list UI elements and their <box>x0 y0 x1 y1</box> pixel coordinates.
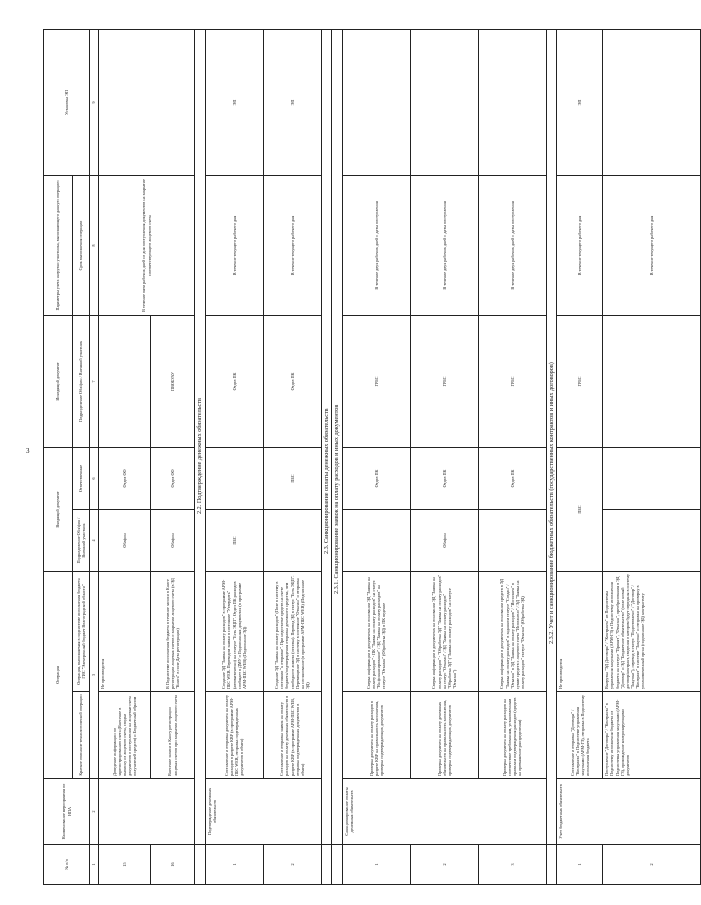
row-ep <box>342 29 410 175</box>
header-term: Срок выполнения операции <box>73 175 90 315</box>
row-ep: ЭП <box>557 29 603 175</box>
row-term: В течение двух рабочих дней с даты поступления <box>478 175 546 315</box>
row-ep: ЭП <box>205 29 263 175</box>
row-num: 1 <box>557 845 603 885</box>
header-num: № п/п <box>44 845 90 885</box>
row-term: В течение текущего рабочего дня <box>205 175 263 315</box>
row-term: В течение двух рабочих дней с даты поступления <box>342 175 410 315</box>
section-title: 2.3. Санкционирование оплаты денежных обязательств <box>321 29 332 844</box>
col-number: 1 <box>90 845 99 885</box>
header-short-desc: Краткое описание технологической операции <box>73 692 90 779</box>
header-ep: Установка ЭП <box>44 29 90 175</box>
row-op: Не производится <box>557 571 603 691</box>
header-numbers-row <box>90 29 99 884</box>
table-row <box>205 29 263 884</box>
row-in-dep <box>603 509 701 571</box>
subsection-title: 2.3.1. Санкционирование заявок на оплату расходов и иных документов <box>332 29 343 844</box>
row-in-dep <box>342 509 410 571</box>
row-resp: Отдел ОО <box>151 447 195 509</box>
row-ep <box>603 29 701 175</box>
row-op: Сверка информации в документах на основании ЭД "Заявка на оплату расходов" - "Обработка ЭД" "Заявка на оплату расходов" на статус "Отказан" / ЭД "Заявка на оплату расходов" "Обработка ЭД" ("Заявка на оплату расходов" на статусе "Отказан") <box>410 571 478 691</box>
row-out-dep: ГРБС <box>342 315 410 447</box>
row-out-dep: Отдел ПК <box>263 315 321 447</box>
section-spacer <box>546 845 557 885</box>
row-num: 2 <box>410 845 478 885</box>
row-num: 2 <box>263 845 321 885</box>
section-header-row <box>321 29 332 884</box>
subsection-title: 2.3.2. Учет и санкционирование бюджетных обязательств (государственных контрактов и иных договоров) <box>546 29 557 844</box>
col-number: 6 <box>90 447 99 509</box>
header-operation-group: Операция <box>44 571 73 778</box>
row-ep: ЭП <box>263 29 321 175</box>
row-term: В течение текущего рабочего дня <box>263 175 321 315</box>
rotated-table-container <box>43 30 655 885</box>
row-in-dep: Облфин <box>410 509 478 571</box>
row-term: В течение двух рабочих дней с даты поступления <box>410 175 478 315</box>
row-num: 2 <box>603 845 701 885</box>
section-spacer <box>195 845 206 885</box>
row-subject <box>99 779 195 845</box>
row-desc: Проверка документа на оплату расходов в разрезе КВР на правильность заполнения, проверка подтверждающих документов <box>342 692 410 779</box>
row-resp <box>603 447 701 509</box>
row-desc: Составление и отправка "Договора" / "Контракта" в Подсистеме управления закупками (АРМ-ГЗ), отправка в Подсистему исполнения бюджета <box>557 692 603 779</box>
row-desc: Проверка документа на оплату денежных обязательств на правильность заполнения, проверка подтверждающих документов <box>410 692 478 779</box>
subsection-header-row <box>546 29 557 884</box>
row-subject: Санкционирование оплаты денежных обязательств <box>342 779 546 845</box>
row-out-dep <box>603 315 701 447</box>
table-row <box>342 29 410 884</box>
row-resp: Отдел ПК <box>478 447 546 509</box>
row-resp <box>205 447 263 509</box>
section-spacer <box>321 845 332 885</box>
header-row-1 <box>44 29 73 884</box>
row-in-dep: ПБС <box>205 509 263 571</box>
row-op: В Подсистеме исполнения бюджета в течение записи в Книге регистрации лицевых счетов о закрытии лицевого счета (в ЭД "Книга" в поле Дата регистрации) <box>151 571 195 691</box>
col-number: 9 <box>90 29 99 175</box>
col-number: 4 <box>90 509 99 571</box>
row-desc: Поступление "Договора" / "Контракта" в Подсистему исполнения бюджета из Подсистемы управления закупками (АРМ-ГЗ), прохождение контролирующими документов <box>603 692 701 779</box>
row-op: Не производится <box>99 571 151 691</box>
row-op: Сверка информации в документах на основании ЭД "Заявка на оплату расходов" - ПК "Заявка на оплату расходов" на статус "На финансирование" / ЭД "Заявка на оплату расходов" на статусе "Отказан" (Обработка ЭД) в ПК ведение <box>342 571 410 691</box>
table-row <box>263 29 321 884</box>
row-op: Создание ЭД "Заявка на оплату расходов" в программе АРМ-ПБС WEB. Переводом заявки в состояние "Утвердить" (автоматически) на статусе "Есть ЭЦП". Отдел ПК расходов сообщает в ДМУ о Подписанных документах (в программе АРМ-ПБС WEB) (Подписание ЭД) <box>205 571 263 691</box>
row-resp: Отдел ПК <box>410 447 478 509</box>
row-in-dep: Облфин <box>151 509 195 571</box>
row-ep <box>99 29 195 175</box>
row-out-dep: ГРБС <box>478 315 546 447</box>
row-term: В течение текущего рабочего дня <box>557 175 603 315</box>
row-desc: Доведение информации по зарегистрированию счета (Внесение в выписку из лицевого счета, сводки документов о поступлении на лицевые счета получателей средств) и Бюджетный образом <box>99 692 151 779</box>
header-output-group: Исходящий документ <box>44 315 73 447</box>
row-num: 1 <box>205 845 263 885</box>
header-output-sub: Подразделение Обл/фин / Внешний участник <box>73 315 90 447</box>
row-ep <box>478 29 546 175</box>
header-input-group: Входящий документ <box>44 447 73 571</box>
col-number: 7 <box>90 315 99 447</box>
row-out-dep: ПВОБУАУ <box>151 315 195 447</box>
col-number: 3 <box>90 571 99 778</box>
header-subject: Наименование мероприятия по НПА <box>44 779 90 845</box>
header-op-in-system: Операция, выполняемая в подсистеме исполнения бюджета ГИС "Электронный бюджет Волгоградской области" <box>73 571 90 691</box>
section-header-row <box>195 29 206 884</box>
row-resp: Отдел ПК <box>342 447 410 509</box>
header-responsible: Ответственные <box>73 447 90 509</box>
row-num: 15 <box>99 845 151 885</box>
row-term: В течение пяти рабочих дней со дня поступления документов на закрытие соответствующего лицевого счета <box>99 175 195 315</box>
row-op: Сверка информации в документах на основании средств в ЭД "Заявка на оплату расходов" в заданном статусе "Создан" / "Отказан" в ЭД "Заявка на оплату расходов" / "Исполнен" в сумме средств с лицевого счета "Исполнено" / ЭД "Заявка на оплату расходов" статусе "Отказан" (Обработка ЭД) <box>478 571 546 691</box>
col-number: 2 <box>90 779 99 845</box>
header-params-group: Параметры учета нагрузки участника, выполняющего данную операцию <box>44 175 73 315</box>
row-in-dep <box>478 509 546 571</box>
row-subject: Учет бюджетных обязательств <box>557 779 701 845</box>
table-row <box>557 29 603 884</box>
row-term: В течение текущего рабочего дня <box>603 175 701 315</box>
row-out-dep: ГРБС <box>557 315 603 447</box>
row-resp: ПБС <box>263 447 321 509</box>
row-num: 3 <box>478 845 546 885</box>
row-op: Создание ЭД "Заявка на оплату расходов" (Поле в систему в состоянии "к отправке". При недостатке средств на счете бюджета/подтверждения отправка денежного средства, чем свободного лимита (остатка). Перевод ЭД в статус "Есть ЭЦП". Перемещение ЭД в систему в состояние "Отказан" и отправка на согласование (в программе АРМ-ПБС WEB) (Подписание ЭД) <box>263 571 321 691</box>
row-ep <box>410 29 478 175</box>
table-row <box>603 29 701 884</box>
row-out-dep: Отдел ПК <box>205 315 263 447</box>
table-row <box>478 29 546 884</box>
row-desc: Составление и отправка заявок на оплату расходов на оплату денежных обязательств в разрезе КВР (в программе АРМ-ПБС WEB, отправка подтвержденных документов в обмен) <box>263 692 321 779</box>
row-num: 1 <box>342 845 410 885</box>
row-in-dep <box>263 509 321 571</box>
row-desc: Составление и отправка документа на оплату расходов в разрезе КВР (в программе АРМ-ПБС WEB, отправка подтвержденных документов в обмен) <box>205 692 263 779</box>
header-input-sub: Подразделение Обл/фин / Внешний участник <box>73 509 90 571</box>
operations-table <box>43 29 701 885</box>
section-title: 2.2. Подтверждение денежных обязательств <box>195 29 206 844</box>
page-number: 3 <box>26 447 30 455</box>
section-spacer <box>332 845 343 885</box>
table-row <box>99 29 151 884</box>
table-row <box>410 29 478 884</box>
row-op: Выгрузка "ЭД Договора" / "Контракта" из Подсистемы управления закупками (АРМ-ГЗ) в Подсистему исполнения бюджета на статусе "Принят", "Отказан", преобразования в ЭД "Договор" и ЭД "Бюджетное обязательство" (поле новый договор/контракт, сведения о котором будут переданы в систему "Закупки"), перевод в статус "Подготовлено" / "Договор" / "Контракт" в системе "Закупки" и отправки на проверку в уполномоченный орган (подписание ЭД) контрагенту <box>603 571 701 691</box>
row-out-dep <box>99 315 151 447</box>
row-num: 16 <box>151 845 195 885</box>
row-in-dep: Облфин <box>99 509 151 571</box>
row-subject: Подтверждение денежных обязательств <box>205 779 321 845</box>
row-desc: Внесение записи в Книгу регистрации лицевых счетов при закрытии лицевого счета <box>151 692 195 779</box>
col-number: 8 <box>90 175 99 315</box>
row-resp: Отдел ОО <box>99 447 151 509</box>
subsection-header-row <box>332 29 343 884</box>
row-out-dep: ГРБС <box>410 315 478 447</box>
row-in-dep: ПБС <box>557 447 603 571</box>
row-desc: Проверка документа на оплату расходов на соответствие требованиям, установленным правилам подтверждения расходов (средств на превышение распределения) <box>478 692 546 779</box>
